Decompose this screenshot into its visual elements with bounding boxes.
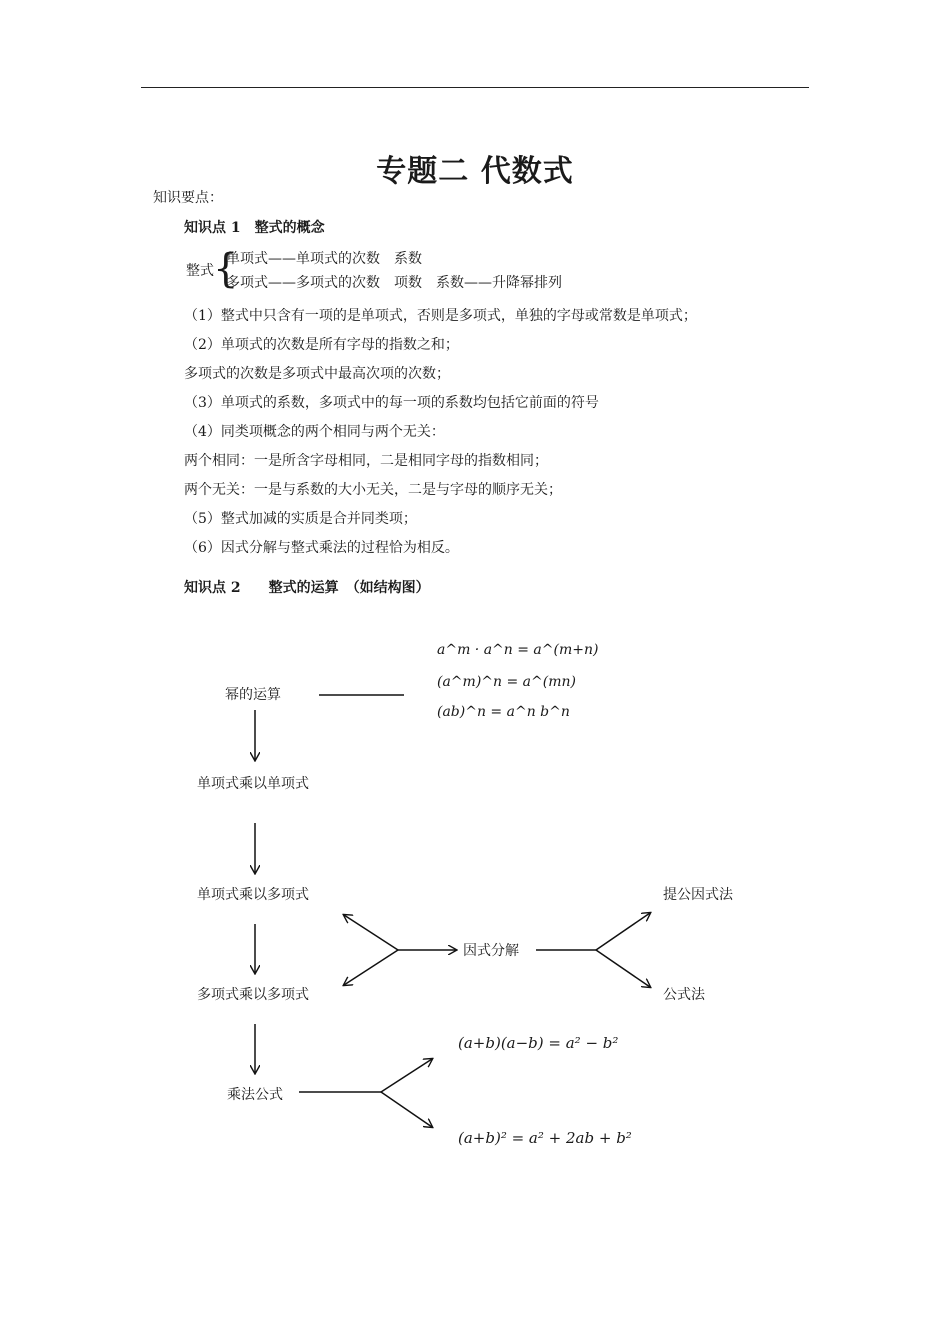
arrow-to-common-factor [596,913,650,950]
arrow-to-formula-1 [381,1059,432,1092]
brace-symbol: { [213,246,239,292]
kp1-line: （4）同类项概念的两个相同与两个无关： [184,424,445,440]
node-mono-poly: 单项式乘以多项式 [197,887,309,903]
page-title: 专题二 代数式 [376,154,574,189]
kp1-line: 两个无关：一是与系数的大小无关，二是与字母的顺序无关； [184,482,562,498]
node-mult-formula: 乘法公式 [227,1087,283,1103]
brace-label: 整式 [186,263,214,279]
power-rule: (a^m)^n = a^(mn) [437,674,576,690]
kp2-heading: 知识点 2 整式的运算 （如结构图） [184,580,430,596]
kp1-line: （6）因式分解与整式乘法的过程恰为相反。 [184,540,459,556]
arrow-to-formula-2 [381,1092,432,1127]
power-rule: (ab)^n = a^n b^n [437,704,570,720]
node-poly-poly: 多项式乘以多项式 [197,987,309,1003]
arrow-to-poly-poly [344,950,398,985]
node-mono-mono: 单项式乘以单项式 [197,776,309,792]
node-common-factor: 提公因式法 [663,887,733,903]
power-rule: a^m · a^n = a^(m+n) [437,642,599,658]
kp1-line: 多项式的次数是多项式中最高次项的次数； [184,366,450,382]
section-label: 知识要点： [153,190,223,206]
branch-monomial: 单项式——单项式的次数 系数 [226,251,422,267]
kp1-line: 两个相同：一是所含字母相同，二是相同字母的指数相同； [184,453,548,469]
arrow-to-mono-poly [344,915,398,950]
kp1-line: （1）整式中只含有一项的是单项式，否则是多项式，单独的字母或常数是单项式； [184,308,697,324]
formula-difference-of-squares: (a+b)(a−b) = a² − b² [458,1034,619,1052]
formula-square-of-sum: (a+b)² = a² + 2ab + b² [458,1129,632,1147]
kp1-line: （2）单项式的次数是所有字母的指数之和； [184,337,459,353]
branch-polynomial: 多项式——多项式的次数 项数 系数——升降幂排列 [226,275,562,291]
arrow-to-formula-method [596,950,650,987]
kp1-heading: 知识点 1 整式的概念 [184,220,325,236]
node-formula-method: 公式法 [663,987,705,1003]
node-factorization: 因式分解 [463,943,519,959]
node-power-ops: 幂的运算 [225,687,281,703]
kp1-line: （3）单项式的系数，多项式中的每一项的系数均包括它前面的符号 [184,395,599,411]
kp1-line: （5）整式加减的实质是合并同类项； [184,511,417,527]
